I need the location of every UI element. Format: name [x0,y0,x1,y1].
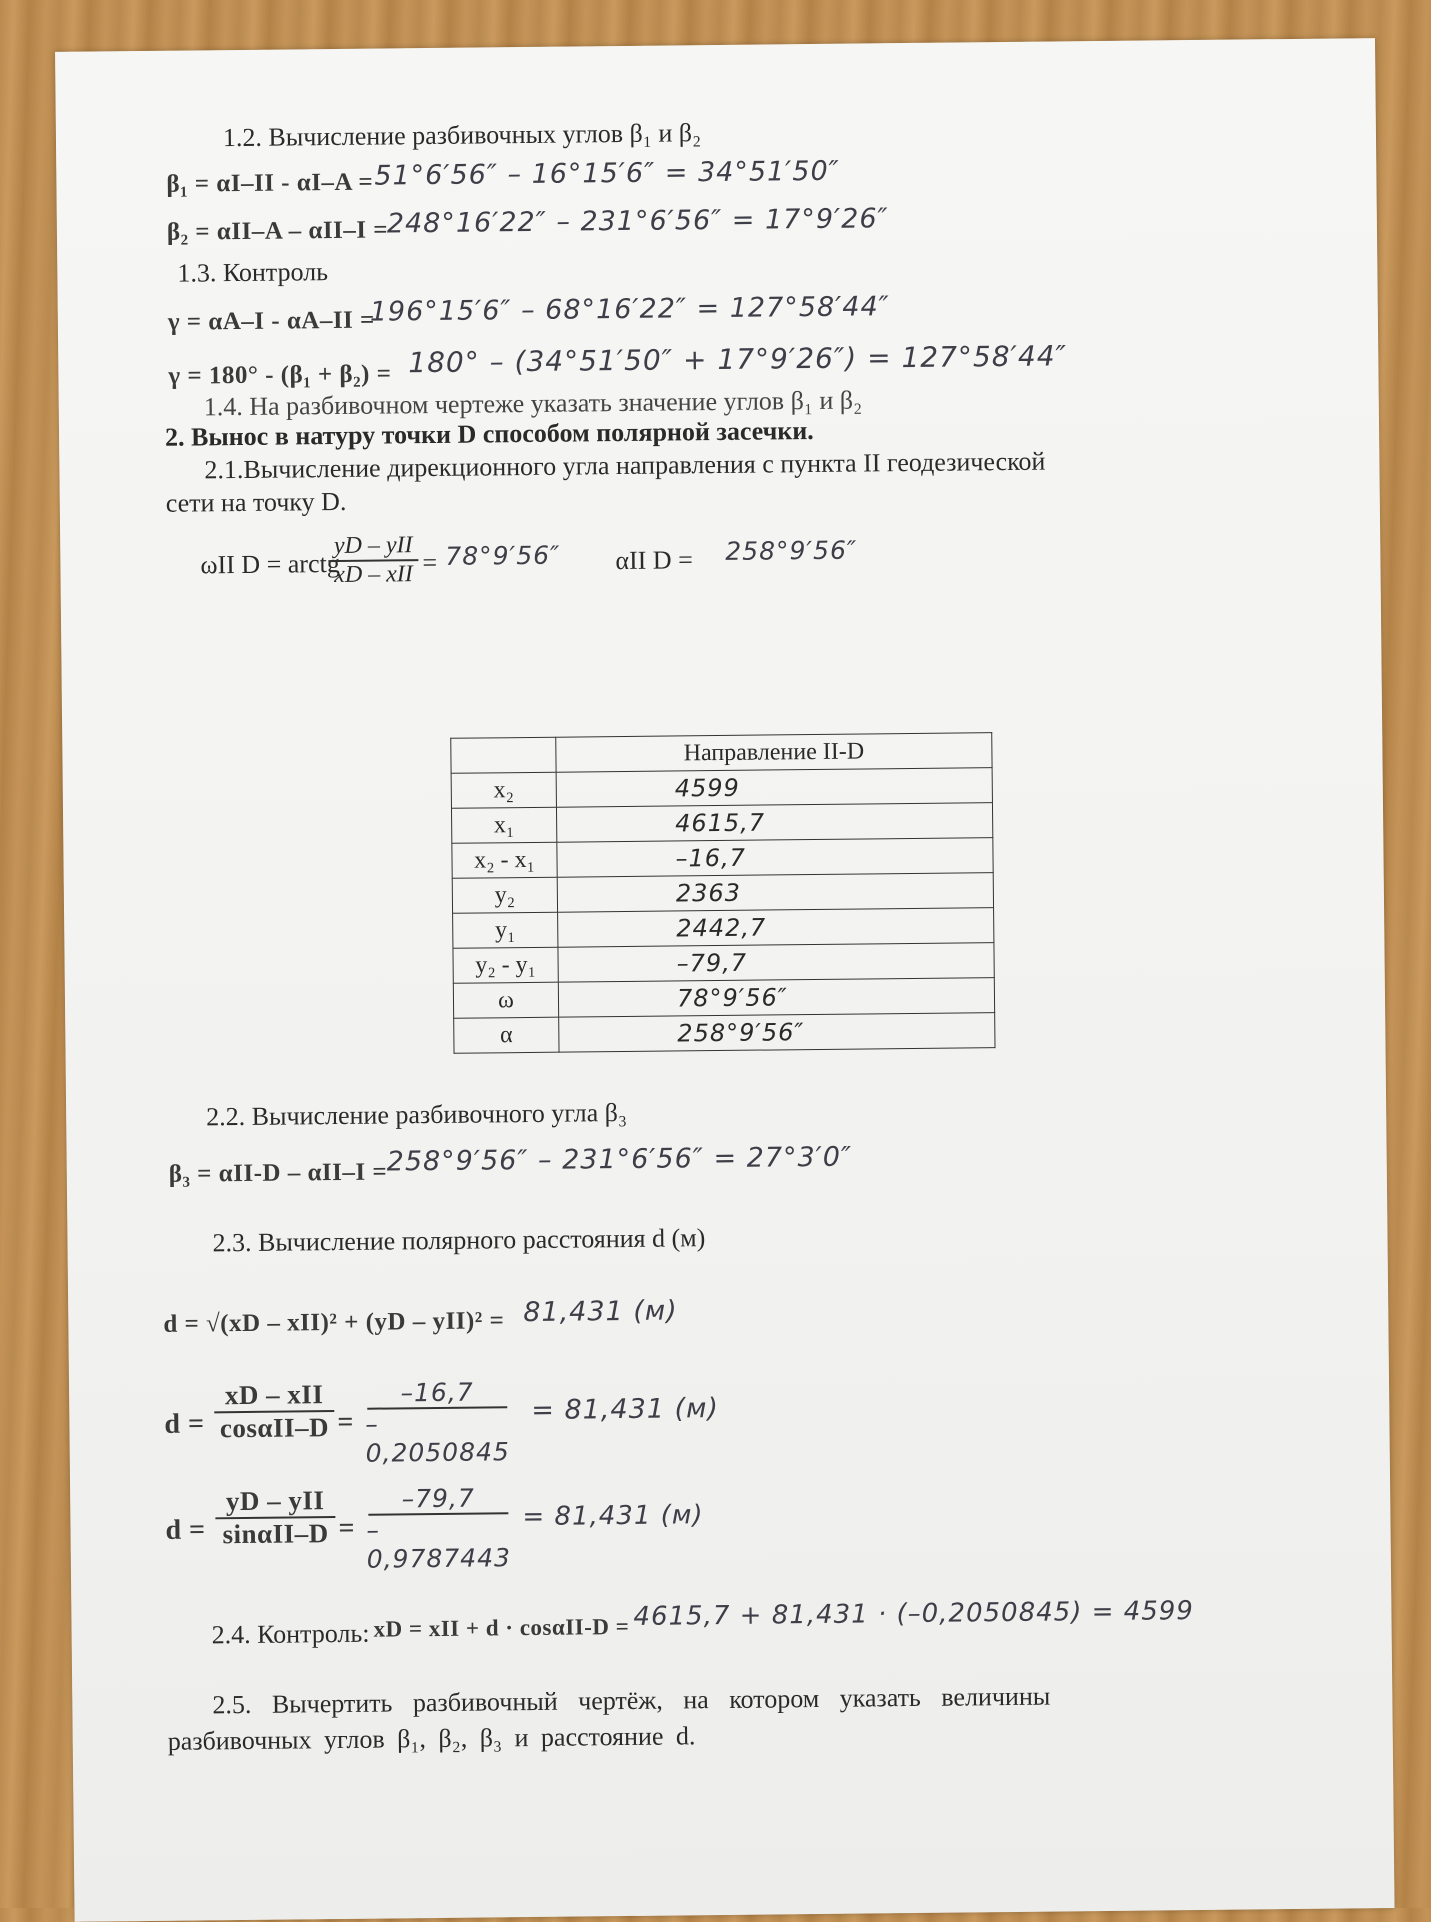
d-sin-equals: = [338,1512,356,1545]
table-row [452,838,993,879]
omega-equals: = [422,547,438,578]
table-header-row [451,733,992,774]
beta1-formula: β₁ = αI–II - αI–A = [166,168,374,198]
table-header-empty [451,737,556,773]
gamma-handwritten-value-1: 196°15′6″ – 68°16′22″ = 127°58′44″ [369,291,890,328]
row-label: ω [453,982,558,1018]
row-label: x₂ [451,772,556,808]
row-label: y₂ - y₁ [453,947,558,983]
d-sin-denominator: sinαII–D [222,1518,329,1550]
d-cos-numerator: xD – xII [224,1379,324,1411]
beta1-handwritten-value: 51°6′56″ – 16°15′6″ = 34°51′50″ [374,155,840,192]
section-2-3-heading: 2.3. Вычисление полярного расстояния d (м) [212,1223,706,1258]
omega-label: ωII D = arctg [200,548,340,580]
section-2-5-line2: разбивочных углов β₁, β₂, β₃ и расстояние d. [167,1721,696,1756]
omega-fraction [328,532,419,589]
omega-handwritten-value: 78°9′56″ [445,540,561,571]
d-sin-hw-denominator: –0,9787443 [366,1515,512,1574]
gamma-formula-2: γ = 180° - (β₁ + β₂) = [168,360,392,390]
section-2-5-line1: 2.5. Вычертить разбивочный чертёж, на котором указать величины [212,1681,1051,1720]
d-sin-handwritten-fraction [366,1483,512,1574]
table-row [453,978,994,1019]
d-sin-result: = 81,431 (м) [522,1500,704,1533]
row-label: x₁ [451,807,556,843]
row-value: –79,7 [558,943,994,983]
row-label: x₂ - x₁ [452,842,557,878]
row-label: y₁ [453,912,558,948]
d-cos-denominator: cosαII–D [219,1412,330,1444]
row-label: y₂ [452,877,557,913]
section-1-4-text: 1.4. На разбивочном чертеже указать значение углов β₁ и β₂ [203,385,863,422]
section-2-4-label: 2.4. Контроль: [211,1618,370,1650]
row-label: α [454,1017,559,1053]
omega-numerator: yD – yII [333,532,413,560]
d-cos-hw-denominator: –0,2050845 [365,1409,510,1468]
d-cos-hw-numerator: –16,7 [400,1377,474,1408]
row-value: –16,7 [557,838,993,878]
d-sin-left: d = [165,1514,206,1546]
table-row [454,1013,995,1054]
row-value: 78°9′56″ [558,978,994,1018]
distance-handwritten-value: 81,431 (м) [523,1295,678,1329]
row-value: 2363 [557,873,993,913]
row-value: 258°9′56″ [559,1013,995,1053]
beta3-handwritten-value: 258°9′56″ – 231°6′56″ = 27°3′0″ [386,1141,853,1178]
d-cos-result: = 81,431 (м) [531,1393,720,1426]
gamma-formula-1: γ = αA–I - αA–II = [167,306,375,336]
distance-formula: d = √(xD – xII)² + (yD – yII)² = [163,1307,505,1338]
section-1-3-heading: 1.3. Контроль [177,257,329,288]
section-2-1-line2: сети на точку D. [165,486,347,518]
row-value: 4615,7 [556,803,992,843]
table-row [451,803,992,844]
table-row [452,873,993,914]
table-row [451,768,992,809]
row-value: 2442,7 [558,908,994,948]
direction-table [450,732,995,1054]
table-header-cell: Направление II-D [556,733,992,773]
d-sin-fraction [215,1485,336,1550]
section-2-heading: 2. Вынос в натуру точки D способом полярной засечки. [164,415,814,452]
table-row [453,943,994,984]
section-2-1-line1: 2.1.Вычисление дирекционного угла направления с пункта II геодезической [204,446,1046,485]
section-2-2-heading: 2.2. Вычисление разбивочного угла β₃ [206,1097,628,1132]
alpha-label: αII D = [615,545,693,576]
section-1-2-heading: 1.2. Вычисление разбивочных углов β₁ и β₂ [222,118,702,153]
d-cos-equals: = [337,1406,355,1439]
beta2-formula: β₂ = αII–A – αII–I = [166,216,389,246]
d-cos-left: d = [164,1408,205,1440]
worksheet-page [55,38,1395,1922]
d-cos-fraction [214,1379,335,1444]
beta2-handwritten-value: 248°16′22″ – 231°6′56″ = 17°9′26″ [386,203,889,240]
row-value: 4599 [556,768,992,808]
control-formula: xD = xII + d · cosαII-D = [373,1613,630,1642]
d-cos-handwritten-fraction [367,1377,508,1467]
table-row [453,908,994,949]
d-sin-numerator: yD – yII [225,1485,325,1517]
gamma-handwritten-value-2: 180° – (34°51′50″ + 17°9′26″) = 127°58′44″ [408,339,1068,380]
omega-denominator: xD – xII [334,561,413,589]
d-sin-hw-numerator: –79,7 [401,1483,475,1514]
beta3-formula: β₃ = αII-D – αII–I = [168,1158,388,1188]
alpha-handwritten-value: 258°9′56″ [725,535,858,566]
control-handwritten-value: 4615,7 + 81,431 · (–0,2050845) = 4599 [633,1596,1195,1632]
